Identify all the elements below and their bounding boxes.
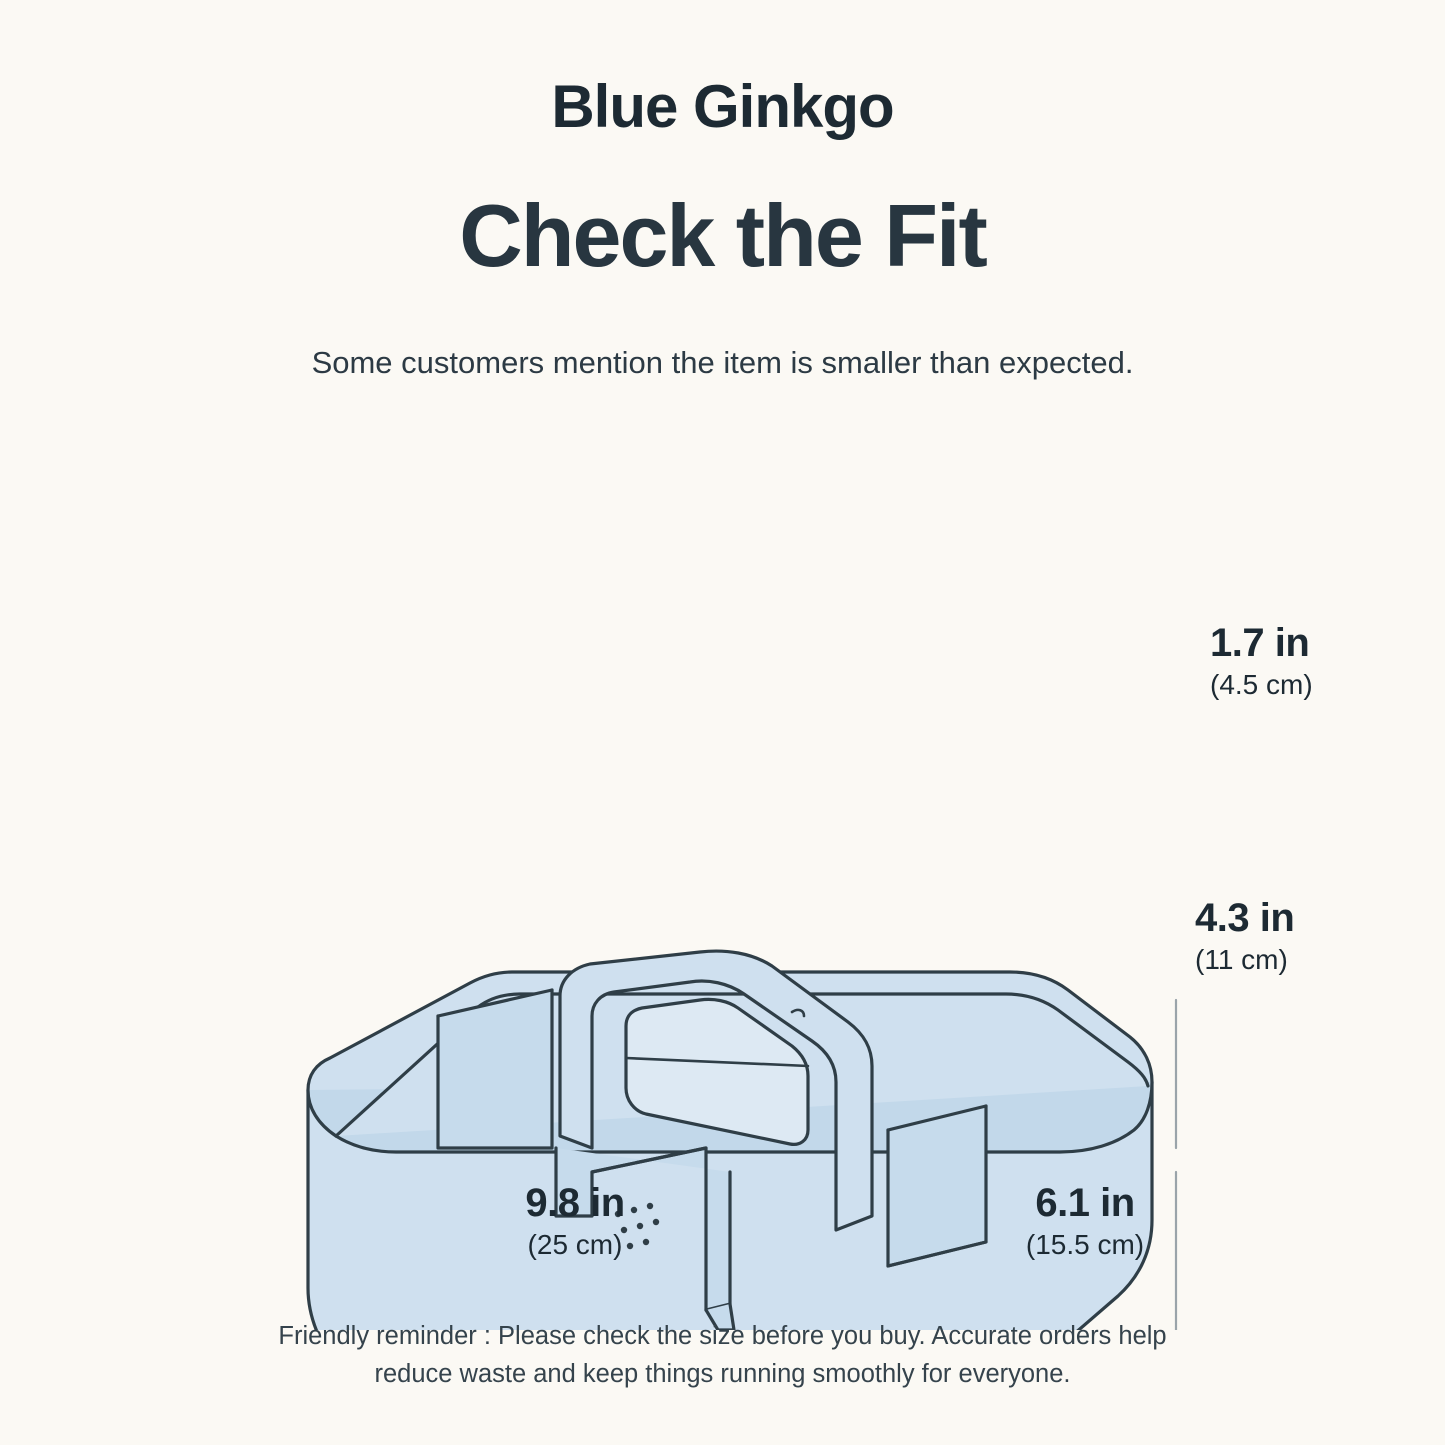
brand-name: Blue Ginkgo [551,73,894,140]
dimension-depth-metric: (15.5 cm) [1025,1229,1145,1260]
dimension-width-value: 9.8 in [525,1181,625,1225]
product-diagram [0,430,1445,1330]
page-title: Check the Fit [459,186,986,285]
dimension-handle-height-value: 1.7 in [1210,621,1310,665]
dimension-width-metric: (25 cm) [527,1229,623,1260]
dimension-handle-height-metric: (4.5 cm) [1210,669,1313,700]
dimension-handle-height [1210,620,1410,704]
footer-line-2: reduce waste and keep things running smoothly for everyone. [374,1360,1071,1388]
dimension-body-height-value: 4.3 in [1195,896,1295,940]
dimension-body-height [1195,895,1415,979]
dimension-depth [970,1180,1200,1264]
dimension-body-height-metric: (11 cm) [1195,944,1288,975]
footer-line-1: Friendly reminder : Please check the size before you buy. Accurate orders help [278,1322,1167,1350]
caddy-illustration [308,951,1152,1330]
dimension-width [455,1180,695,1264]
page-subtitle: Some customers mention the item is smaller than expected. [311,345,1134,380]
footer-note [0,1317,1445,1393]
dimension-depth-value: 6.1 in [1035,1181,1135,1225]
